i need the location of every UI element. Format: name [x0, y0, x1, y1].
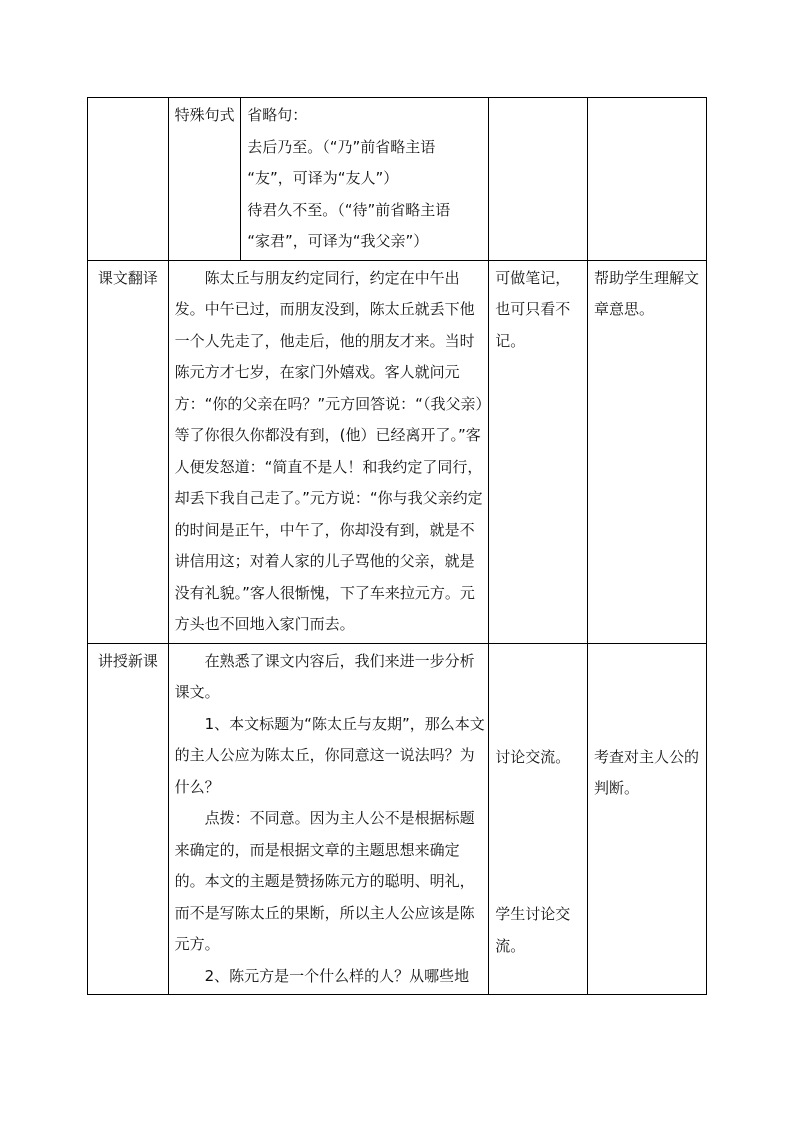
student-activity-cell-empty: [489, 98, 588, 261]
translation-content-cell: [168, 260, 489, 643]
student-activity-text: 可做笔记，也可只看不记。: [495, 268, 571, 350]
text-line: 待君久不至。（“待”前省略主语: [247, 200, 451, 219]
design-purpose-text: 帮助学生理解文章意思。: [594, 268, 700, 318]
table-row-translation: [88, 260, 707, 643]
design-purpose-text: 考查对主人公的判断。: [594, 747, 700, 797]
design-purpose-content: [588, 644, 706, 807]
text-line: 去后乃至。（“乃”前省略主语: [247, 137, 436, 156]
row-label-translation: 课文翻译: [97, 268, 158, 287]
text-line: “家君”，可译为“我父亲”）: [247, 232, 429, 250]
student-activity-content: [489, 644, 587, 965]
table-row-special-sentences: [88, 98, 707, 261]
paragraph: 在熟悉了课文内容后，我们来进一步分析课文。: [174, 651, 475, 701]
special-sentences-cell: [241, 98, 489, 261]
table-row-new-lesson: [88, 643, 707, 995]
row-label-new-lesson: 讲授新课: [97, 651, 158, 670]
paragraph: 点拨：不同意。因为主人公不是根据标题来确定的，而是根据文章的主题思想来确定的。本文的主题是赞扬陈元方的聪明、明礼，而不是写陈太丘的果断，所以主人公应该是陈元方。: [174, 809, 475, 953]
new-lesson-content-cell: [168, 643, 489, 995]
subcategory-cell: [168, 98, 241, 261]
student-activity-cell: [489, 643, 588, 995]
spacer: [594, 646, 703, 742]
student-activity-text-1: 讨论交流。: [495, 747, 571, 766]
student-activity-text-2: 学生讨论交流。: [495, 905, 571, 955]
text-line: 省略句：: [247, 106, 308, 124]
spacer: [495, 646, 584, 742]
design-purpose-cell: [588, 643, 707, 995]
design-purpose-cell-empty: [588, 98, 707, 261]
lesson-plan-table: [87, 97, 707, 995]
translation-text: 陈太丘与朋友约定同行，约定在中午出发。中午已过，而朋友没到，陈太丘就丢下他一个人先走了，他走后，他的朋友才来。当时陈元方才七岁，在家门外嬉戏。客人就问元方：“你的父亲在吗？”元方回答说：“（我父亲）等了你很久你都没有到，(他）已经离开了。”客人便发怒道：“简直不是人！和我约定了同行，却丢下我自己走了。”元方说：“你与我父亲约定的时间是正午，中午了，你却没有到，就是不讲信用这；对着人家的儿子骂他的父亲，就是没有礼貌。”客人很惭愧，下了车来拉元方。元方头也不回地入家门而去。: [174, 268, 483, 633]
category-cell-empty: [88, 98, 169, 261]
text-line: “友”，可译为“友人”）: [247, 169, 399, 187]
design-purpose-cell: [588, 260, 707, 643]
paragraph: 2、陈元方是一个什么样的人？从哪些地: [204, 966, 470, 985]
category-cell: [88, 260, 169, 643]
spacer: [495, 773, 584, 899]
new-lesson-content: [169, 644, 489, 995]
special-sentences-content: [241, 98, 488, 260]
category-cell: [88, 643, 169, 995]
subcategory-label: 特殊句式: [174, 106, 235, 124]
student-activity-cell: [489, 260, 588, 643]
paragraph: 1、本文标题为“陈太丘与友期”，那么本文的主人公应为陈太丘，你同意这一说法吗？为什么？: [174, 714, 485, 796]
